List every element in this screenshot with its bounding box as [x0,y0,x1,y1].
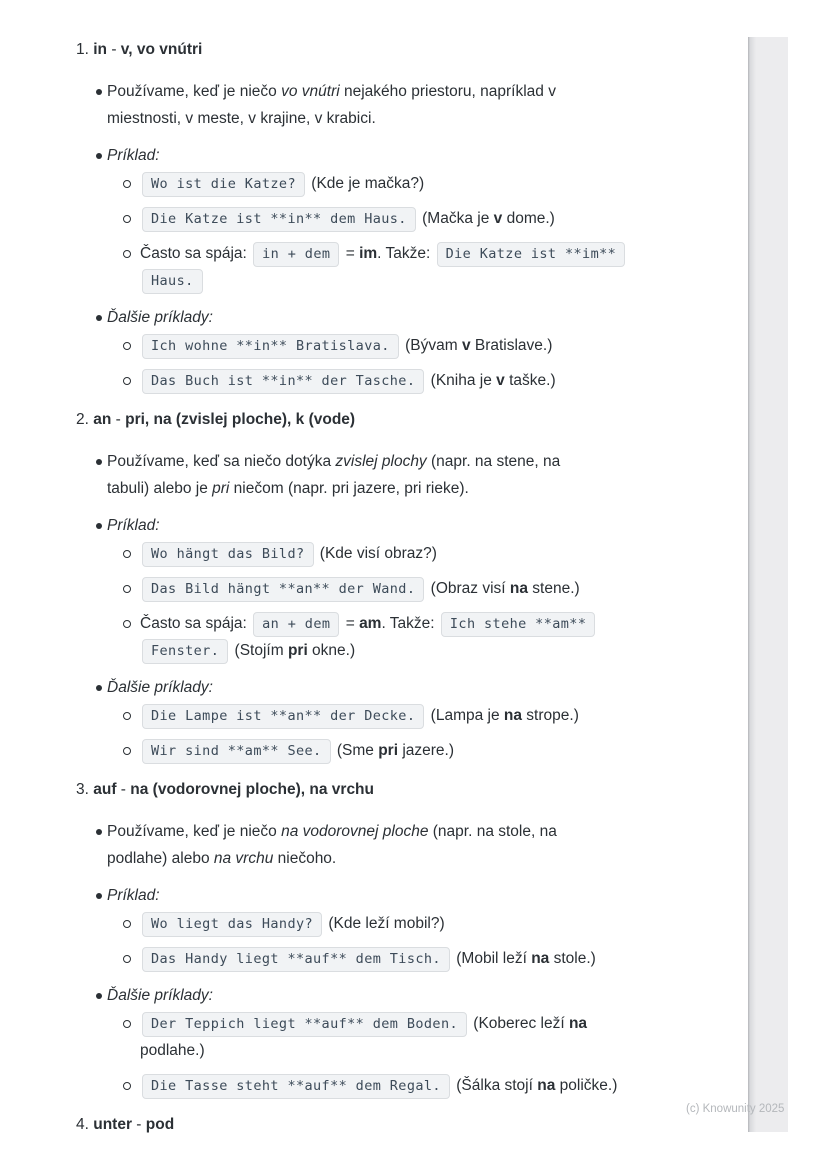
text-run: - [116,781,131,798]
text-line [107,982,752,1009]
inline-code: Wo ist die Katze? [142,172,305,197]
italic-run: pri [212,480,230,497]
text-line [140,540,752,567]
text-line [107,142,752,169]
text-run: = [341,615,360,632]
text-line [107,674,752,701]
bold-run: pod [145,1116,175,1133]
bullet-icon [96,893,102,899]
bold-run: pri [287,642,308,659]
italic-run: zvislej plochy [335,453,427,470]
text-run: (Bývam [400,337,462,354]
list-item [76,367,752,394]
text-line [107,105,752,132]
watermark: (c) Knowunity 2025 [686,1103,785,1115]
bullet-icon [96,459,102,465]
list-item [76,540,752,567]
section [76,776,752,1099]
text-run: stole.) [549,950,596,967]
text-run: niečoho. [273,850,337,867]
circle-bullet-icon [123,377,131,385]
circle-bullet-icon [123,1020,131,1028]
text-run: stene.) [528,580,580,597]
list-item [76,737,752,764]
list-item [76,304,752,331]
list-item [76,142,752,169]
inline-code: Fenster. [142,639,228,664]
text-run: (napr. na stole, na [428,823,557,840]
text-line [140,575,752,602]
bullet-icon [96,153,102,159]
bold-run: pri, na (zvislej ploche), k (vode) [125,411,356,428]
text-run: (Lampa je [426,707,504,724]
bold-run: in [93,41,108,58]
text-line [140,205,752,232]
bold-run: na [537,1077,556,1094]
bold-run: v, vo vnútri [120,41,203,58]
text-run: (Kniha je [426,372,497,389]
text-line [107,882,752,909]
bold-run: na [531,950,550,967]
section-heading [76,36,752,63]
bullet-icon [96,315,102,321]
list-item [76,332,752,359]
inline-code: Wo liegt das Handy? [142,912,322,937]
bold-run: v [461,337,471,354]
text-line [140,1072,752,1099]
inline-code: Die Katze ist **in** dem Haus. [142,207,416,232]
circle-bullet-icon [123,747,131,755]
inline-code: in + dem [253,242,339,267]
list-item [76,512,752,539]
inline-code: Die Lampe ist **an** der Decke. [142,704,424,729]
text-run: miestnosti, v meste, v krajine, v krabici. [107,110,376,127]
text-run: 4. [76,1116,94,1133]
circle-bullet-icon [123,712,131,720]
document-content [76,36,752,1153]
list-item [76,1072,752,1099]
text-run: (Mobil leží [451,950,532,967]
text-run: (Obraz visí [426,580,510,597]
inline-code: Die Tasse steht **auf** dem Regal. [142,1074,450,1099]
text-line [140,1010,752,1037]
circle-bullet-icon [123,215,131,223]
circle-bullet-icon [123,1082,131,1090]
italic-run: Príklad: [107,887,160,904]
text-run: . Takže: [381,615,439,632]
circle-bullet-icon [123,585,131,593]
bold-run: unter [93,1116,132,1133]
text-run: okne.) [307,642,356,659]
text-line [107,845,752,872]
circle-bullet-icon [123,180,131,188]
text-run: - [111,411,126,428]
circle-bullet-icon [123,920,131,928]
circle-bullet-icon [123,342,131,350]
text-run: 3. [76,781,94,798]
text-run: Bratislave.) [470,337,553,354]
text-line [140,910,752,937]
bullet-icon [96,993,102,999]
list-item [76,170,752,197]
inline-code: Ich stehe **am** [441,612,595,637]
section-heading [76,1111,752,1138]
list-item [76,910,752,937]
text-run: podlahe.) [140,1042,205,1059]
text-run: (Stojím [230,642,288,659]
text-line [107,475,752,502]
inline-code: Das Buch ist **in** der Tasche. [142,369,424,394]
bullet-icon [96,89,102,95]
text-run: (Kde leží mobil?) [324,915,445,932]
text-line [140,610,752,637]
text-run: Používame, keď je niečo [107,823,282,840]
circle-bullet-icon [123,620,131,628]
inline-code: Wo hängt das Bild? [142,542,314,567]
section [76,406,752,764]
text-line [107,818,752,845]
text-run: Často sa spája: [140,615,252,632]
side-scrollbar-track [748,37,788,1132]
bold-run: an [93,411,112,428]
circle-bullet-icon [123,955,131,963]
italic-run: Ďalšie príklady: [107,987,213,1004]
list-item [76,945,752,972]
text-run: (Sme [332,742,379,759]
list-item [76,78,752,132]
bold-run: na [509,580,528,597]
list-item [76,1010,752,1064]
text-run: Často sa spája: [140,245,252,262]
bold-run: na [568,1015,588,1032]
inline-code: Der Teppich liegt **auf** dem Boden. [142,1012,467,1037]
text-run: taške.) [504,372,556,389]
text-run: (Šálka stojí [451,1077,538,1094]
text-run: niečom (napr. pri jazere, pri rieke). [229,480,469,497]
section-heading [76,406,752,433]
text-run: (Mačka je [417,210,494,227]
bold-run: pri [378,742,399,759]
bold-run: im [359,245,378,262]
text-run: poličke.) [555,1077,618,1094]
circle-bullet-icon [123,250,131,258]
text-line [140,332,752,359]
text-line [140,945,752,972]
text-line [140,367,752,394]
text-run: (Koberec leží [469,1015,569,1032]
inline-code: Das Bild hängt **an** der Wand. [142,577,424,602]
text-line [140,737,752,764]
bold-run: am [359,615,382,632]
italic-run: Príklad: [107,517,160,534]
text-run: nejakého priestoru, napríklad v [339,83,556,100]
inline-code: Ich wohne **in** Bratislava. [142,334,399,359]
list-item [76,818,752,872]
list-item [76,982,752,1009]
bold-run: v [493,210,503,227]
text-line [140,170,752,197]
italic-run: Ďalšie príklady: [107,309,213,326]
section [76,1111,752,1138]
text-run: 2. [76,411,94,428]
text-run: tabuli) alebo je [107,480,213,497]
list-item [76,674,752,701]
text-line [107,448,752,475]
italic-run: na vrchu [213,850,274,867]
italic-run: vo vnútri [281,83,340,100]
bullet-icon [96,829,102,835]
inline-code: Die Katze ist **im** [437,242,626,267]
bold-run: v [496,372,505,389]
text-run: dome.) [502,210,555,227]
inline-code: Das Handy liegt **auf** dem Tisch. [142,947,450,972]
text-run: strope.) [522,707,579,724]
text-run: podlahe) alebo [107,850,214,867]
italic-run: na vodorovnej ploche [281,823,429,840]
text-run: Používame, keď sa niečo dotýka [107,453,336,470]
section [76,36,752,394]
text-run: (napr. na stene, na [426,453,561,470]
list-item [76,575,752,602]
text-line [140,240,752,267]
text-run: Používame, keď je niečo [107,83,282,100]
text-line [107,304,752,331]
section-heading [76,776,752,803]
text-line [107,78,752,105]
text-run: . Takže: [377,245,435,262]
italic-run: Ďalšie príklady: [107,679,213,696]
text-run: - [131,1116,146,1133]
text-run: (Kde visí obraz?) [315,545,437,562]
text-run: 1. [76,41,94,58]
text-line [140,702,752,729]
list-item [76,702,752,729]
text-run: (Kde je mačka?) [306,175,425,192]
italic-run: Príklad: [107,147,160,164]
bold-run: auf [93,781,117,798]
text-line [140,1037,752,1064]
text-run: - [107,41,121,58]
text-run: jazere.) [398,742,455,759]
inline-code: an + dem [253,612,339,637]
list-item [76,448,752,502]
list-item [76,205,752,232]
text-run: = [341,245,360,262]
text-line [107,512,752,539]
circle-bullet-icon [123,550,131,558]
list-item [76,882,752,909]
text-line [140,637,752,664]
bold-run: na (vodorovnej ploche), na vrchu [130,781,374,798]
bullet-icon [96,523,102,529]
text-line [140,267,752,294]
inline-code: Wir sind **am** See. [142,739,331,764]
list-item [76,240,752,294]
bold-run: na [503,707,522,724]
list-item [76,610,752,664]
inline-code: Haus. [142,269,203,294]
bullet-icon [96,685,102,691]
